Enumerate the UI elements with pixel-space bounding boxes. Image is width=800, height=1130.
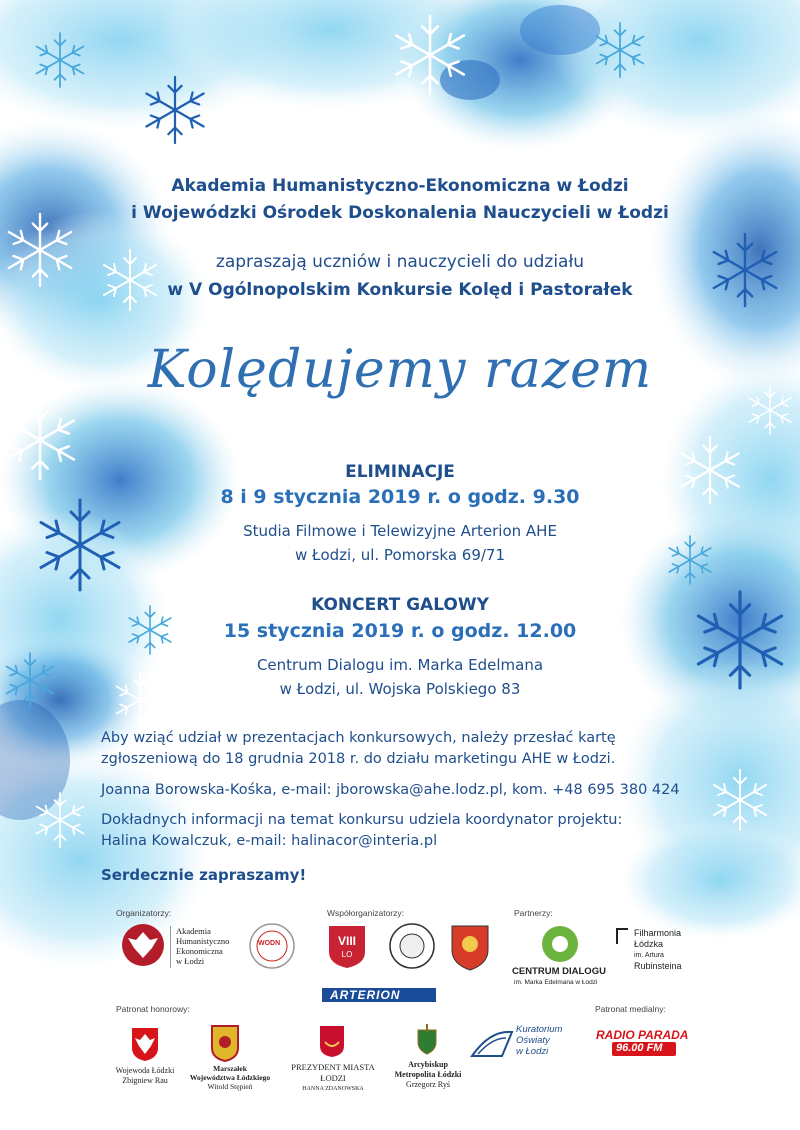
radio-parada-logo: RADIO PARADA xyxy=(596,1028,689,1042)
organizer-line-2: i Wojewódzki Ośrodek Doskonalenia Nauczycieli w Łodzi xyxy=(131,203,669,223)
archbishop-name: Grzegorz Ryś xyxy=(406,1080,450,1089)
archbishop-title-2: Metropolita Łódzki xyxy=(394,1070,462,1079)
registration-info xyxy=(101,728,721,770)
contact-line: Joanna Borowska-Kośka, e-mail: jborowska@ahe.lodz.pl, kom. +48 695 380 424 xyxy=(101,782,680,798)
gala-venue-1: Centrum Dialogu im. Marka Edelmana xyxy=(256,656,544,674)
archbishop-caption xyxy=(388,1060,468,1090)
marshal-title-1: Marszałek xyxy=(213,1064,247,1073)
closing-line: Serdecznie zapraszamy! xyxy=(101,866,307,884)
kuratorium-text xyxy=(516,1024,562,1057)
contest-line: w V Ogólnopolskim Konkursie Kolęd i Pastorałek xyxy=(167,280,633,300)
radio-frequency: 96.00 FM xyxy=(616,1042,663,1054)
filharmonia-text-3: im. Artura xyxy=(634,952,664,959)
coorganizers-label: Współorganizatorzy: xyxy=(327,908,405,918)
arterion-text: ARTERION xyxy=(330,988,401,1002)
kuratorium-text-2: Oświaty xyxy=(516,1035,550,1046)
archbishop-coat-of-arms xyxy=(410,1022,444,1056)
mayor-title: PREZYDENT MIASTA ŁODZI xyxy=(291,1062,375,1083)
eliminations-venue-2: w Łodzi, ul. Pomorska 69/71 xyxy=(294,546,506,564)
coordinator-info-line-1: Dokładnych informacji na temat konkursu udziela koordynator projektu: xyxy=(101,812,623,828)
voivode-title: Wojewoda Łódzki xyxy=(115,1066,175,1075)
polish-eagle-emblem xyxy=(130,1026,160,1062)
filharmonia-text xyxy=(634,928,682,972)
school-crest-badge xyxy=(448,920,492,972)
ahe-text-4: w Łodzi xyxy=(176,956,205,966)
registration-info-line-1: Aby wziąć udział w prezentacjach konkursowych, należy przesłać kartę xyxy=(101,730,616,746)
filharmonia-text-1: Filharmonia xyxy=(634,928,682,938)
organizer-line-1: Akademia Humanistyczno-Ekonomiczna w Łodzi xyxy=(171,176,629,196)
logo-divider xyxy=(170,926,171,968)
marshal-title-2: Województwa Łódzkiego xyxy=(189,1073,271,1082)
gala-heading: KONCERT GALOWY xyxy=(311,595,489,615)
marshal-name: Witold Stępień xyxy=(207,1082,253,1091)
gala-date: 15 stycznia 2019 r. o godz. 12.00 xyxy=(223,620,577,642)
filharmonia-mark-icon xyxy=(616,928,628,944)
media-label: Patronat medialny: xyxy=(595,1004,666,1014)
eliminations-heading: ELIMINACJE xyxy=(345,462,455,482)
ahe-text-3: Ekonomiczna xyxy=(176,946,223,956)
centrum-dialogu-title: CENTRUM DIALOGU xyxy=(512,966,606,977)
script-title: Kolędujemy razem xyxy=(147,340,653,400)
organizers-label: Organizatorzy: xyxy=(116,908,172,918)
ahe-eagle-logo xyxy=(120,922,166,968)
registration-info-line-2: zgłoszeniową do 18 grudnia 2018 r. do działu marketingu AHE w Łodzi. xyxy=(101,751,616,767)
partners-label: Partnerzy: xyxy=(514,908,553,918)
viii-lo-sub: LO xyxy=(341,950,353,959)
centrum-dialogu-logo xyxy=(540,924,580,964)
lodz-city-emblem xyxy=(318,1024,346,1058)
wodn-text: WODN xyxy=(258,940,281,947)
ahe-text-1: Akademia xyxy=(176,926,211,936)
mayor-caption xyxy=(278,1062,388,1095)
kuratorium-text-1: Kuratorium xyxy=(516,1024,563,1035)
mayor-name: HANNA ZDANOWSKA xyxy=(302,1086,364,1092)
archbishop-title-1: Arcybiskup xyxy=(408,1060,448,1069)
honorary-label: Patronat honorowy: xyxy=(116,1004,190,1014)
marshal-caption xyxy=(180,1064,280,1091)
invitation-line: zapraszają uczniów i nauczycieli do udziału xyxy=(215,252,585,272)
coordinator-info-line-2: Halina Kowalczuk, e-mail: halinacor@interia.pl xyxy=(101,833,438,849)
kuratorium-wing-logo xyxy=(470,1026,514,1060)
ahe-text-2: Humanistyczno xyxy=(176,936,230,946)
viii-lo-number: VIII xyxy=(337,934,356,948)
school-round-badge xyxy=(388,922,436,970)
gala-venue-2: w Łodzi, ul. Wojska Polskiego 83 xyxy=(279,680,521,698)
coordinator-info xyxy=(101,810,721,852)
filharmonia-text-2: Łódzka xyxy=(634,939,664,949)
voivode-name: Zbigniew Rau xyxy=(122,1076,168,1085)
ahe-logo-text xyxy=(176,926,229,966)
lodzkie-voivodeship-emblem xyxy=(210,1024,240,1062)
eliminations-date: 8 i 9 stycznia 2019 r. o godz. 9.30 xyxy=(220,486,580,508)
voivode-caption xyxy=(100,1066,190,1086)
kuratorium-text-3: w Łodzi xyxy=(516,1046,549,1057)
eliminations-venue-1: Studia Filmowe i Telewizyjne Arterion AHE xyxy=(243,522,557,540)
centrum-dialogu-subtitle: im. Marka Edelmana w Łodzi xyxy=(514,979,598,986)
filharmonia-text-4: Rubinsteina xyxy=(634,961,682,971)
